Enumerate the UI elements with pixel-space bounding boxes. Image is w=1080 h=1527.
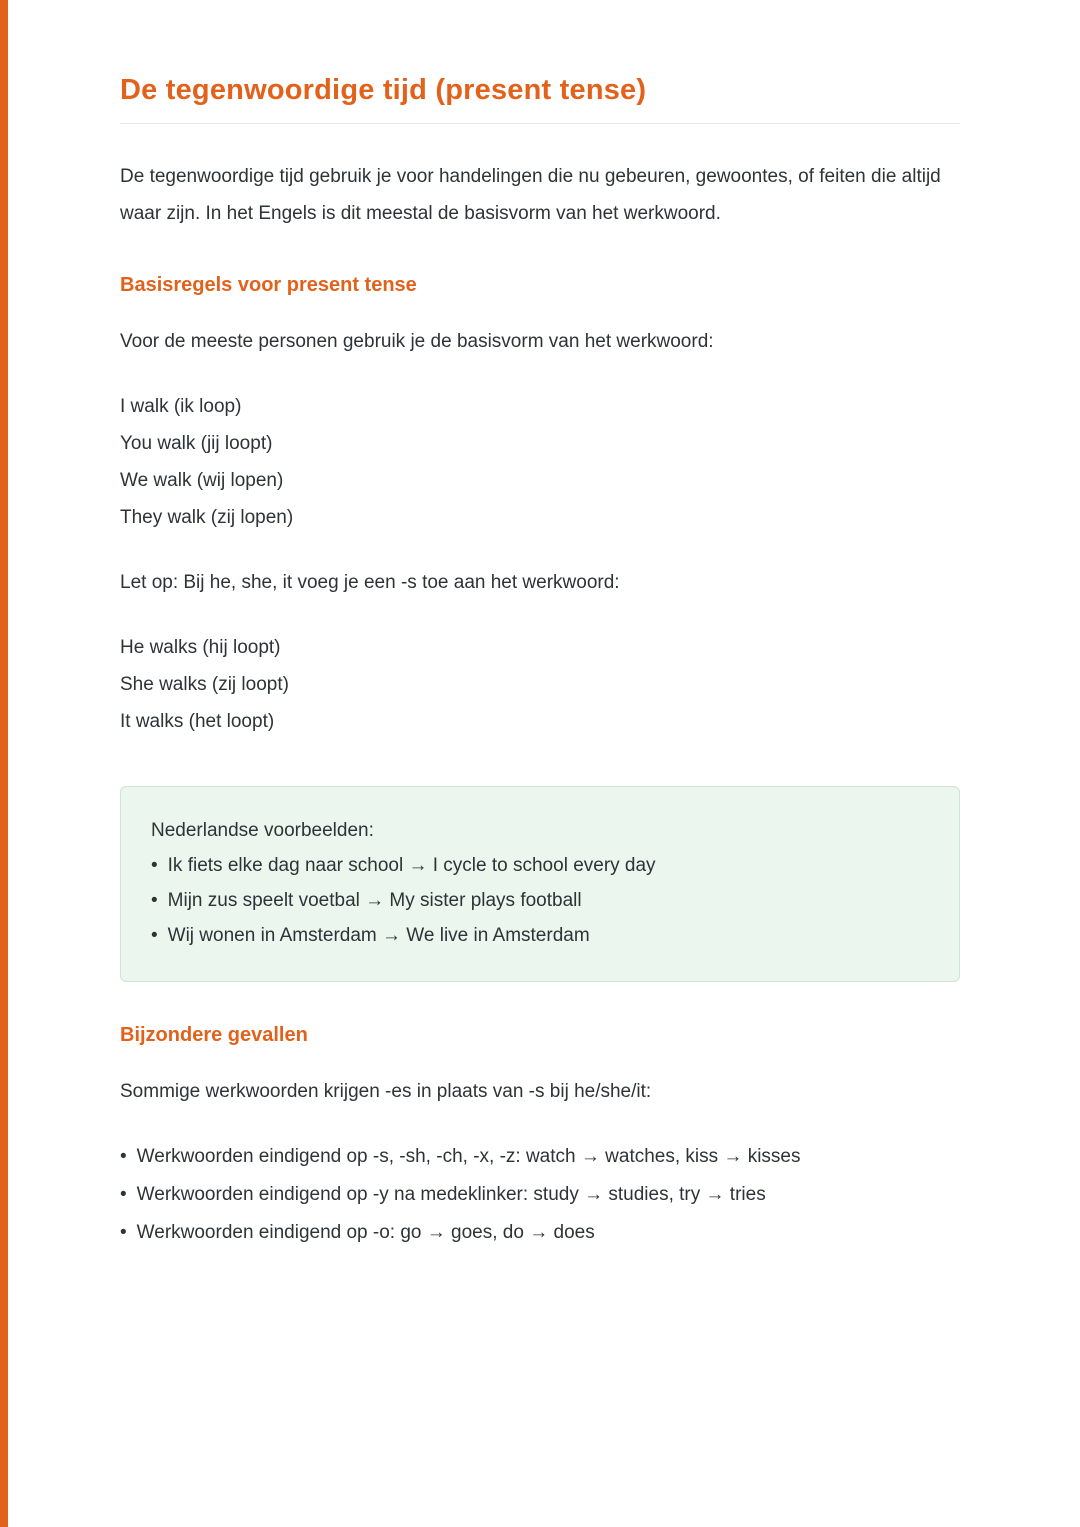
example-line: You walk (jij loopt): [120, 433, 273, 454]
section2-lead: Sommige werkwoorden krijgen -es in plaats van -s bij he/she/it:: [120, 1081, 652, 1102]
list-item: • Werkwoorden eindigend op -y na medeklinker: study → studies, try → tries: [120, 1176, 960, 1214]
section1-lead: Voor de meeste personen gebruik je de basisvorm van het werkwoord:: [120, 331, 714, 352]
example-line: We walk (wij lopen): [120, 470, 284, 491]
callout-item: • Wij wonen in Amsterdam → We live in Amsterdam: [151, 918, 929, 953]
callout-title: Nederlandse voorbeelden:: [151, 820, 374, 841]
example-line: He walks (hij loopt): [120, 637, 281, 658]
example-group-base-form: [120, 388, 960, 536]
example-line: They walk (zij lopen): [120, 507, 294, 528]
page-title: De tegenwoordige tijd (present tense): [120, 74, 647, 106]
example-line: She walks (zij loopt): [120, 674, 289, 695]
left-accent-stripe: [0, 0, 8, 1527]
title-divider: [120, 123, 960, 124]
callout-box-dutch-examples: [120, 786, 960, 982]
list-item: • Werkwoorden eindigend op -o: go → goes, do → does: [120, 1214, 960, 1252]
example-line: I walk (ik loop): [120, 396, 242, 417]
special-cases-list: [120, 1138, 960, 1252]
list-item: • Werkwoorden eindigend op -s, -sh, -ch, -x, -z: watch → watches, kiss → kisses: [120, 1138, 960, 1176]
callout-item: • Ik fiets elke dag naar school → I cycle to school every day: [151, 848, 929, 883]
intro-paragraph: De tegenwoordige tijd gebruik je voor handelingen die nu gebeuren, gewoontes, of feiten die altijd waar zijn. In het Engels is dit meestal de basisvorm van het werkwoord.: [120, 166, 941, 224]
section-heading-bijzondere-gevallen: Bijzondere gevallen: [120, 1024, 308, 1046]
section-heading-basisregels: Basisregels voor present tense: [120, 274, 417, 296]
example-group-s-form: [120, 629, 960, 740]
callout-item: • Mijn zus speelt voetbal → My sister plays football: [151, 883, 929, 918]
example-line: It walks (het loopt): [120, 711, 275, 732]
section1-note: Let op: Bij he, she, it voeg je een -s toe aan het werkwoord:: [120, 572, 620, 593]
